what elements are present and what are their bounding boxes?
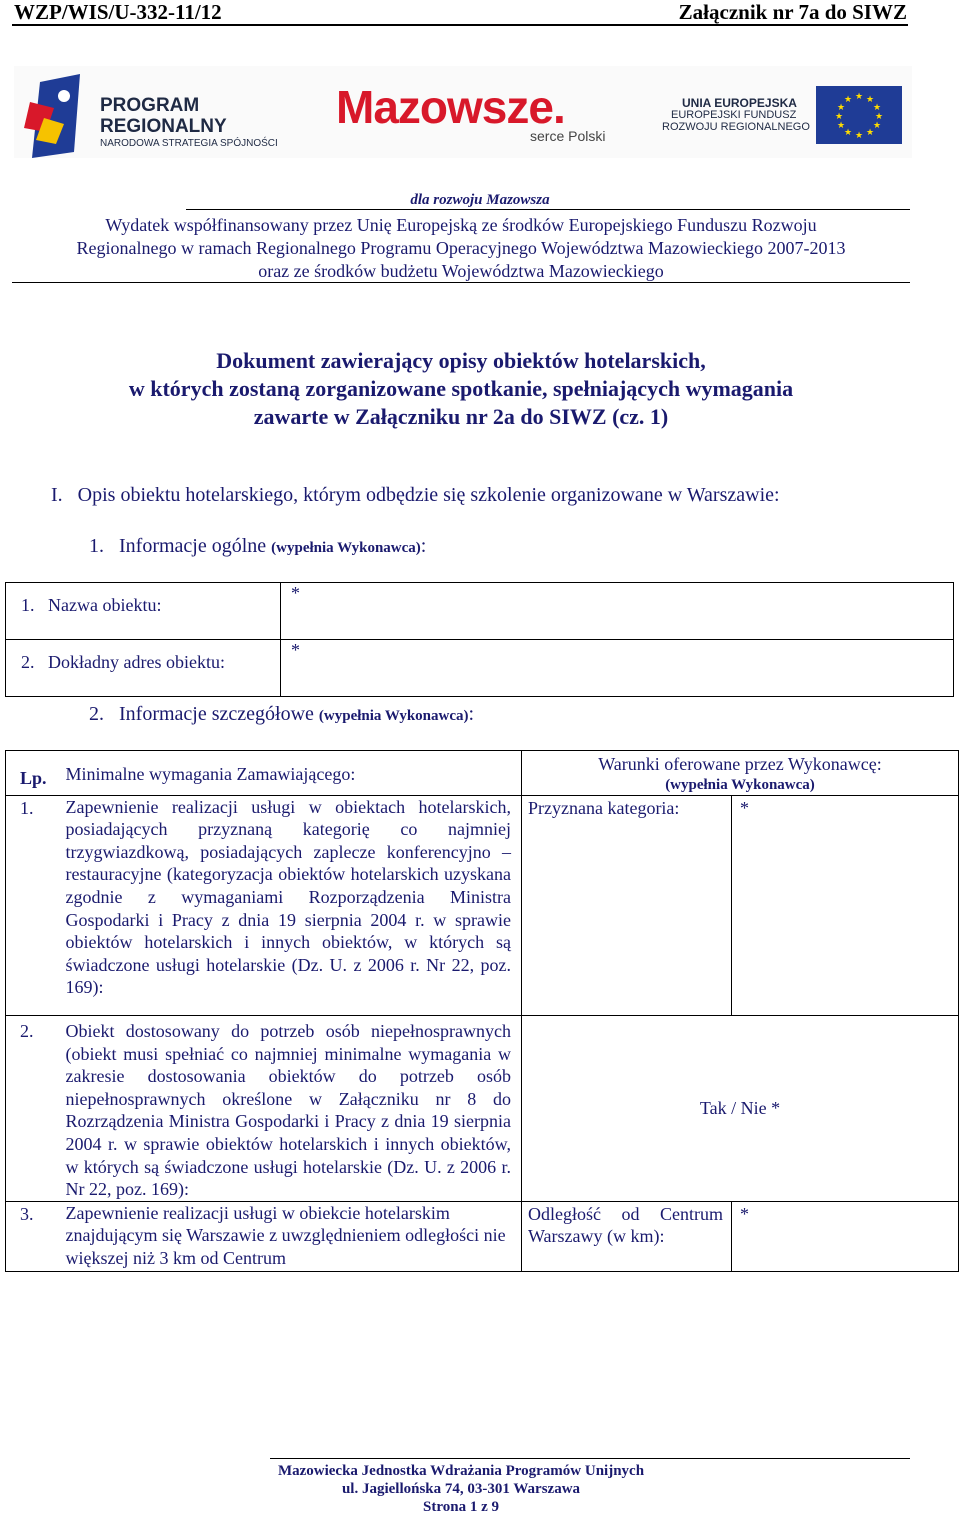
title-line3: zawarte w Załączniku nr 2a do SIWZ (cz. 1) xyxy=(253,404,669,429)
row-number: 2. xyxy=(6,1015,54,1201)
col-offer-note: (wypełnia Wykonawca) xyxy=(665,776,815,793)
col-offer-header xyxy=(522,751,959,796)
title-line2: w których zostaną zorganizowane spotkanie, spełniających wymagania xyxy=(128,376,794,401)
program-subtitle: NARODOWA STRATEGIA SPÓJNOŚCI xyxy=(100,138,278,149)
svg-text:★: ★ xyxy=(854,131,864,141)
distance-field[interactable]: * xyxy=(732,1201,959,1272)
svg-text:★: ★ xyxy=(854,92,864,102)
svg-text:★: ★ xyxy=(834,112,844,122)
table-row xyxy=(6,1015,959,1201)
page-number: Strona 1 z 9 xyxy=(423,1499,499,1515)
requirements-table xyxy=(5,750,959,1272)
requirement-text: Obiekt dostosowany do potrzeb osób niepełnosprawnych (obiekt musi spełniać co najmniej minimalne wymagania w zakresie dostosowania obiektów do potrzeb osób niepełnosprawnych określone w Załączniku nr 8 do Rozrządzenia Ministra Gospodarki i Pracy z dnia 19 sierpnia 2004 r. w sprawie obiektów hotelarskich i innych obiektów, w których są świadczone usługi hotelarskie (Dz. U. z 2006 r. Nr 22, poz. 169): xyxy=(54,1015,522,1201)
general-heading-text: 1. Informacje ogólne xyxy=(89,535,267,557)
row-number: 3. xyxy=(6,1201,54,1272)
program-regionalny-text xyxy=(100,95,227,137)
slogan: dla rozwoju Mazowsza xyxy=(410,192,550,208)
footer-institution: Mazowiecka Jednostka Wdrażania Programów Unijnych xyxy=(277,1463,645,1479)
offer-label: Odległość od Centrum Warszawy (w km): xyxy=(522,1201,732,1272)
general-info-table xyxy=(5,582,954,697)
offer-label: Przyznana kategoria: xyxy=(522,795,732,1015)
svg-text:★: ★ xyxy=(874,112,884,122)
program-regionalny-logo xyxy=(24,72,98,158)
eu-line1: UNIA EUROPEJSKA xyxy=(682,96,797,110)
footer-address: ul. Jagiellońska 74, 03-301 Warszawa xyxy=(341,1481,581,1497)
svg-text:★: ★ xyxy=(865,128,875,138)
cofinancing-line2: Regionalnego w ramach Regionalnego Programu Operacyjnego Województwa Mazowieckiego 2007-2013 xyxy=(76,238,846,258)
requirement-text: Zapewnienie realizacji usługi w obiektach hotelarskich, posiadających przyznaną kategorię co najmniej trzygwiazdkową, posiadających zaplecze konferencyjno – restauracyjne (kategoryzacja obiektów hotelarskich uzyskana zgodnie z wymaganiami Rozporządzenia Ministra Gospodarki i Pracy z dnia 19 sierpnia 2004 r. w sprawie obiektów hotelarskich i innych obiektów, w których są świadczone usługi hotelarskie (Dz. U. z 2006 r. Nr 22, poz. 169): xyxy=(54,795,522,1015)
accessibility-field[interactable]: Tak / Nie * xyxy=(522,1015,959,1201)
cofinancing-line1: Wydatek współfinansowany przez Unię Europejską ze środków Europejskiego Funduszu Rozwoju xyxy=(105,215,817,235)
mazowsze-tagline: serce Polski xyxy=(530,128,606,144)
svg-text:★: ★ xyxy=(843,95,853,105)
footer xyxy=(0,1462,922,1516)
col-lp-header: Lp. xyxy=(6,751,54,796)
detailed-heading-colon: : xyxy=(468,703,475,725)
detailed-heading-text: 2. Informacje szczegółowe xyxy=(89,703,314,725)
cofinancing-text xyxy=(0,214,922,283)
eu-line3: ROZWOJU REGIONALNEGO xyxy=(662,121,810,133)
general-info-heading xyxy=(89,535,426,558)
table-header-row xyxy=(6,751,959,796)
program-line1: PROGRAM xyxy=(100,95,200,116)
svg-text:★: ★ xyxy=(872,103,882,113)
svg-text:★: ★ xyxy=(843,128,853,138)
object-name-label: 1. Nazwa obiektu: xyxy=(6,583,281,640)
svg-text:★: ★ xyxy=(836,121,846,131)
svg-text:★: ★ xyxy=(872,121,882,131)
table-row xyxy=(6,640,954,697)
svg-text:★: ★ xyxy=(836,103,846,113)
detailed-info-heading xyxy=(89,703,474,726)
header-divider xyxy=(12,24,908,26)
col-requirements-header: Minimalne wymagania Zamawiającego: xyxy=(54,751,522,796)
document-reference: WZP/WIS/U-332-11/12 xyxy=(14,0,222,24)
col-offer-title: Warunki oferowane przez Wykonawcę: xyxy=(598,754,882,774)
table-row xyxy=(6,795,959,1015)
cofinancing-divider-bottom xyxy=(12,282,910,283)
category-field[interactable]: * xyxy=(732,795,959,1015)
general-heading-note: (wypełnia Wykonawca) xyxy=(271,540,421,556)
table-row xyxy=(6,1201,959,1272)
attachment-label: Załącznik nr 7a do SIWZ xyxy=(678,0,907,24)
program-line2: REGIONALNY xyxy=(100,116,227,137)
general-heading-colon: : xyxy=(420,535,427,557)
footer-divider xyxy=(270,1458,910,1459)
object-address-label: 2. Dokładny adres obiektu: xyxy=(6,640,281,697)
row-number: 1. xyxy=(6,795,54,1015)
cofinancing-line3: oraz ze środków budżetu Województwa Mazowieckiego xyxy=(258,261,664,281)
cofinancing-divider-top xyxy=(186,209,910,210)
title-line1: Dokument zawierający opisy obiektów hotelarskich, xyxy=(216,348,706,373)
section-heading: I. Opis obiektu hotelarskiego, którym odbędzie się szkolenie organizowane w Warszawie: xyxy=(51,484,780,506)
eu-line2: EUROPEJSKI FUNDUSZ xyxy=(671,109,797,121)
mazowsze-logo: Mazowsze. xyxy=(336,81,565,133)
table-row xyxy=(6,583,954,640)
object-name-field[interactable]: * xyxy=(281,583,954,640)
requirement-text: Zapewnienie realizacji usługi w obiekcie hotelarskim znajdującym się Warszawie z uwzględnieniem odległości nie większej niż 3 km od Centrum xyxy=(54,1201,522,1272)
detailed-heading-note: (wypełnia Wykonawca) xyxy=(318,708,469,724)
object-address-field[interactable]: * xyxy=(281,640,954,697)
eu-flag-icon xyxy=(816,86,902,144)
document-title xyxy=(0,347,922,431)
svg-text:★: ★ xyxy=(865,95,875,105)
